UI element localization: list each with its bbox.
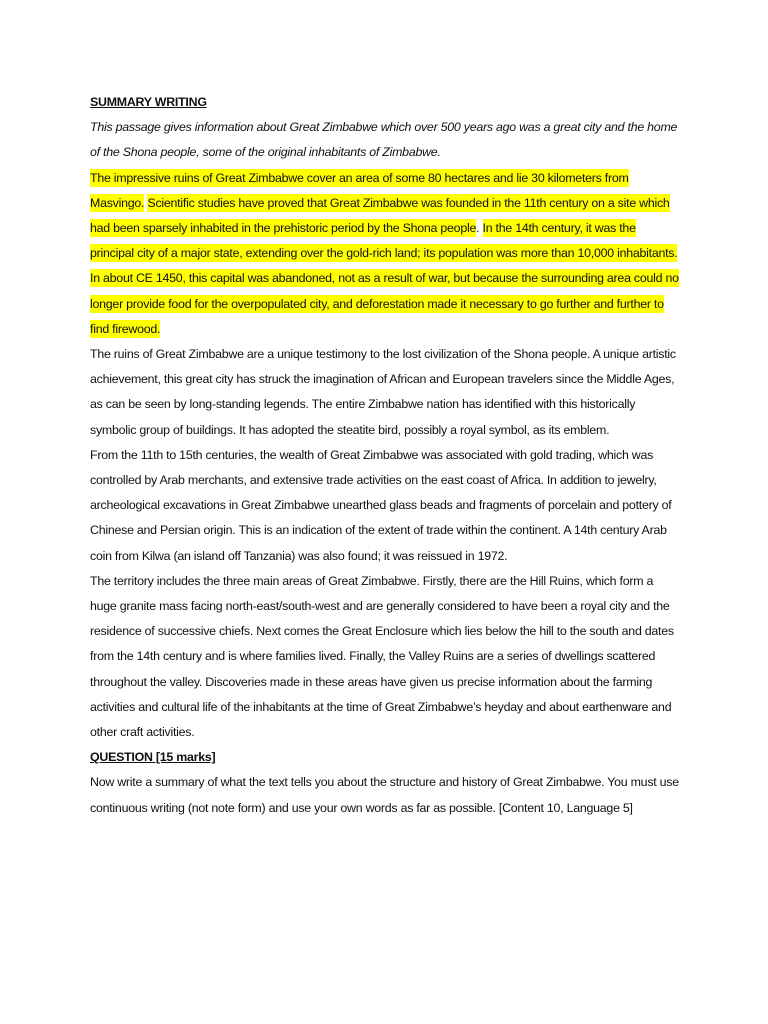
intro-paragraph: This passage gives information about Great Zimbabwe which over 500 years ago was a great city and the home of the Shona people, some of the original inhabitants of Zimbabwe. bbox=[90, 120, 678, 160]
highlight-sentence-3: In the 14th century, it was the principal city of a major state, extending over the gold-rich land; its population was more than 10,000 inhabitants. In about CE 1450, this capital was abandoned, not as a result of war, but because the surrounding area could no longer provide food for the overpopulated city, and deforestation made it necessary to go further and further to find firewood. bbox=[90, 221, 679, 336]
paragraph-trade-wealth: From the 11th to 15th centuries, the wealth of Great Zimbabwe was associated with gold trading, which was controlled by Arab merchants, and extensive trade activities on the east coast of Africa. In addition to jewelry, archeological excavations in Great Zimbabwe unearthed glass beads and fragments of porcelain and pottery of Chinese and Persian origin. This is an indication of the extent of trade within the continent. A 14th century Arab coin from Kilwa (an island off Tanzania) was also found; it was reissued in 1972. bbox=[90, 447, 672, 563]
highlight-sentence-1: The impressive ruins of Great Zimbabwe cover an area of some 80 hectares and lie 30 kilometers from Masvingo. bbox=[90, 170, 629, 210]
question-text: Now write a summary of what the text tells you about the structure and history of Great Zimbabwe. You must use continuous writing (not note form) and use your own words as far as possible. [Content 10, Language 5] bbox=[90, 775, 679, 815]
document-page bbox=[90, 90, 682, 821]
paragraph-ruins-testimony: The ruins of Great Zimbabwe are a unique testimony to the lost civilization of the Shona people. A unique artistic achievement, this great city has struck the imagination of African and European travelers since the Middle Ages, as can be seen by long-standing legends. The entire Zimbabwe nation has identified with this historically symbolic group of buildings. It has adopted the steatite bird, possibly a royal symbol, as its emblem. bbox=[90, 347, 676, 437]
highlighted-paragraph bbox=[90, 166, 682, 342]
document-heading: SUMMARY WRITING bbox=[90, 95, 207, 109]
question-heading: QUESTION [15 marks] bbox=[90, 750, 216, 765]
highlight-sentence-2: Scientific studies have proved that Great Zimbabwe was founded in the 11th century on a site which had been sparsely inhabited in the prehistoric period by the Shona people bbox=[90, 195, 670, 236]
paragraph-territory: The territory includes the three main areas of Great Zimbabwe. Firstly, there are the Hill Ruins, which form a huge granite mass facing north-east/south-west and are generally considered to have been a royal city and the residence of successive chiefs. Next comes the Great Enclosure which lies below the hill to the south and dates from the 14th century and is where families lived. Finally, the Valley Ruins are a series of dwellings scattered throughout the valley. Discoveries made in these areas have given us precise information about the farming activities and cultural life of the inhabitants at the time of Great Zimbabwe’s heyday and about earthenware and other craft activities. bbox=[90, 573, 674, 740]
sentence-2-period: . bbox=[476, 221, 480, 236]
